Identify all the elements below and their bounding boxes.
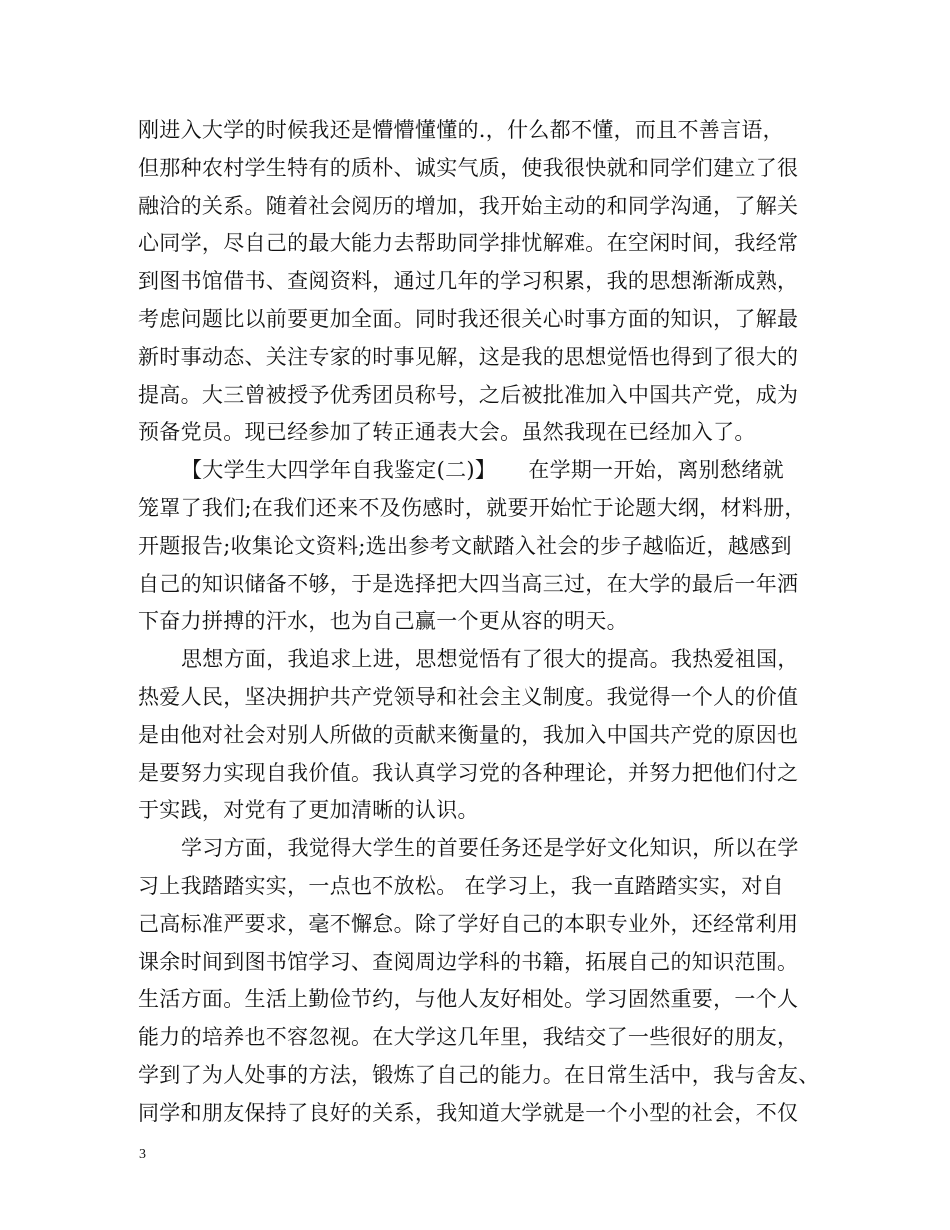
text-line: 热爱人民，坚决拥护共产党领导和社会主义制度。我觉得一个人的价值 <box>138 684 799 709</box>
text-line: 笼罩了我们;在我们还来不及伤感时，就要开始忙于论题大纲，材料册， <box>138 495 806 520</box>
text-line: 同学和朋友保持了良好的关系，我知道大学就是一个小型的社会，不仅 <box>138 1100 799 1125</box>
text-line: 融洽的关系。随着社会阅历的增加，我开始主动的和同学沟通，了解关 <box>138 193 799 218</box>
paragraph-start-line: 学习方面，我觉得大学生的首要任务还是学好文化知识，所以在学 <box>181 836 799 861</box>
paragraph-start-line: 思想方面，我追求上进，思想觉悟有了很大的提高。我热爱祖国， <box>181 647 799 672</box>
text-line: 下奋力拼搏的汗水，也为自己赢一个更从容的明天。 <box>138 609 628 634</box>
text-line: 但那种农村学生特有的质朴、诚实气质，使我很快就和同学们建立了很 <box>138 155 799 180</box>
text-line: 是由他对社会对别人所做的贡献来衡量的，我加入中国共产党的原因也 <box>138 722 799 747</box>
page-number: 3 <box>139 1147 146 1162</box>
section-heading-line: 【大学生大四学年自我鉴定(二)】 在学期一开始，离别愁绪就 <box>181 458 784 483</box>
text-line: 心同学，尽自己的最大能力去帮助同学排忧解难。在空闲时间，我经常 <box>138 231 799 256</box>
body-text <box>138 112 828 1133</box>
text-line: 提高。大三曾被授予优秀团员称号，之后被批准加入中国共产党，成为 <box>138 382 799 407</box>
text-line: 生活方面。生活上勤俭节约，与他人友好相处。学习固然重要，一个人 <box>138 987 799 1012</box>
text-line: 刚进入大学的时候我还是懵懵懂懂的.，什么都不懂，而且不善言语， <box>138 118 784 142</box>
text-line: 是要努力实现自我价值。我认真学习党的各种理论，并努力把他们付之 <box>138 760 799 785</box>
text-line: 到图书馆借书、查阅资料，通过几年的学习积累，我的思想渐渐成熟， <box>138 269 799 294</box>
text-line: 习上我踏踏实实，一点也不放松。 在学习上，我一直踏踏实实，对自 <box>138 873 784 898</box>
text-line: 新时事动态、关注专家的时事见解，这是我的思想觉悟也得到了很大的 <box>138 344 799 369</box>
text-line: 己高标准严要求，毫不懈怠。除了学好自己的本职专业外，还经常利用 <box>138 911 799 936</box>
text-line: 课余时间到图书馆学习、查阅周边学科的书籍，拓展自己的知识范围。 <box>138 949 799 974</box>
text-line: 预备党员。现已经参加了转正通表大会。虽然我现在已经加入了。 <box>138 420 756 445</box>
text-line: 于实践，对党有了更加清晰的认识。 <box>138 798 479 823</box>
text-line: 能力的培养也不容忽视。在大学这几年里，我结交了一些很好的朋友， <box>138 1025 799 1050</box>
text-line: 自己的知识储备不够，于是选择把大四当高三过，在大学的最后一年洒 <box>138 571 799 596</box>
text-line: 开题报告;收集论文资料;选出参考文献踏入社会的步子越临近，越感到 <box>138 533 792 558</box>
text-line: 学到了为人处事的方法，锻炼了自己的能力。在日常生活中，我与舍友、 <box>138 1062 820 1087</box>
text-line: 考虑问题比以前要更加全面。同时我还很关心时事方面的知识，了解最 <box>138 306 799 331</box>
